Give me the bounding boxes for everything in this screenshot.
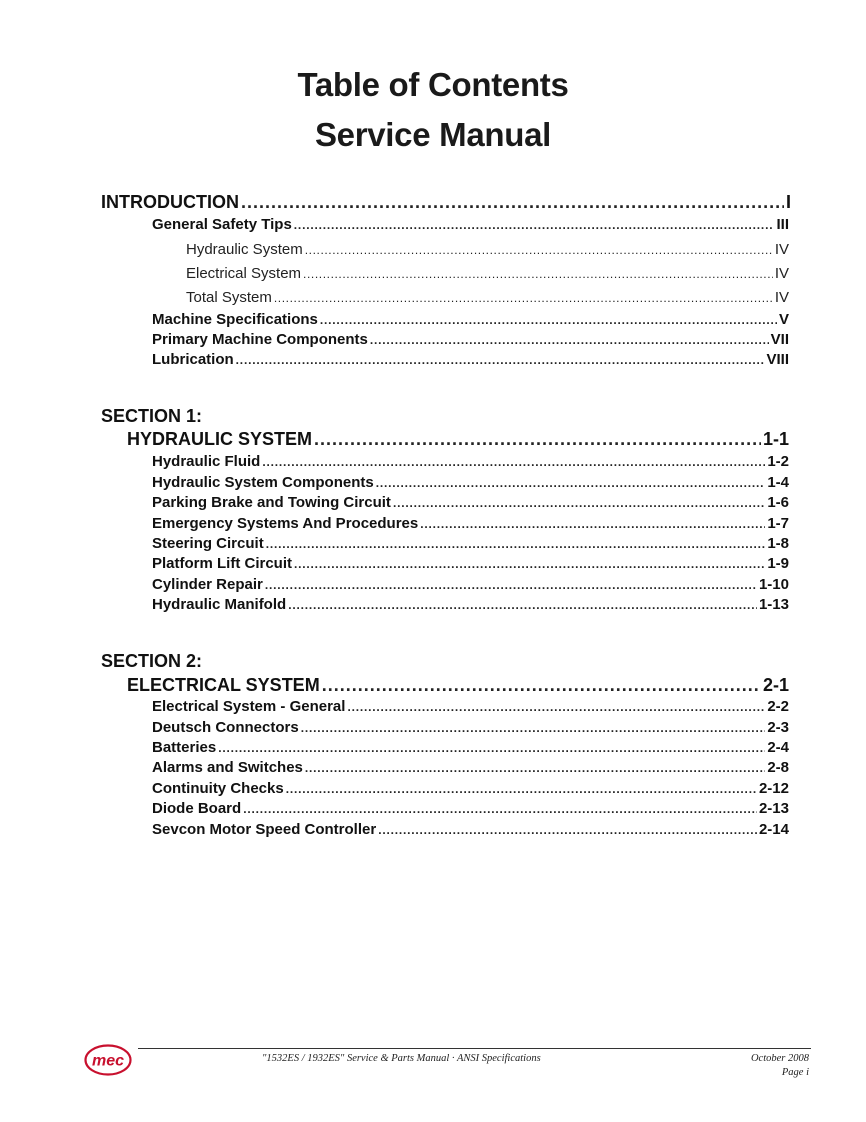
toc-entry[interactable] [152,739,789,756]
toc-entry[interactable] [152,515,789,532]
toc-label: Hydraulic System Components [152,474,374,491]
toc-entry[interactable] [152,216,789,233]
footer-page-number: Page i [781,1067,809,1078]
leader-dots [305,243,773,257]
leader-dots [370,333,769,347]
leader-dots [378,823,757,837]
section-1-heading: SECTION 1: [101,406,203,426]
toc-entry[interactable] [152,800,789,817]
leader-dots [286,782,757,796]
leader-dots [301,721,766,735]
toc-page: 1-4 [767,474,789,491]
toc-page: 2-3 [767,719,789,736]
toc-entry[interactable] [152,759,789,776]
leader-dots [274,291,773,305]
toc-label: HYDRAULIC SYSTEM [127,429,313,449]
toc-page: VIII [766,351,789,368]
toc-label: Hydraulic Manifold [152,596,287,613]
toc-page: 1-6 [767,494,789,511]
leader-dots [236,353,765,367]
toc-entry[interactable] [152,535,789,552]
toc-page: V [778,311,789,328]
toc-page: 1-13 [758,596,789,613]
toc-page: 2-1 [762,675,789,695]
toc-label: General Safety Tips [152,216,292,233]
toc-entry[interactable] [186,265,789,282]
toc-entry[interactable] [152,780,789,797]
toc-page: 2-13 [758,800,789,817]
toc-label: Electrical System [186,265,302,282]
leader-dots [420,517,765,531]
toc-label: INTRODUCTION [101,192,239,212]
footer-divider [138,1048,811,1049]
toc-entry[interactable] [152,311,789,328]
toc-label: Platform Lift Circuit [152,555,293,572]
toc-label: ELECTRICAL SYSTEM [127,675,320,695]
leader-dots [320,313,777,327]
toc-label: Total System [186,289,272,306]
toc-label: Batteries [152,739,217,756]
footer-date: October 2008 [750,1053,809,1064]
toc-label: Steering Circuit [152,535,264,552]
leader-dots [241,192,784,213]
leader-dots [303,267,773,281]
toc-page: 1-7 [767,515,789,532]
toc-entry[interactable] [152,821,789,838]
toc-label: Parking Brake and Towing Circuit [152,494,391,511]
toc-page: IV [774,289,789,306]
toc-entry-hydraulic-system[interactable] [127,429,789,450]
leader-dots [294,218,775,232]
leader-dots [266,537,766,551]
leader-dots [305,761,765,775]
leader-dots [218,741,765,755]
toc-page: 1-1 [762,429,789,449]
toc-label: Sevcon Motor Speed Controller [152,821,377,838]
mec-logo [84,1044,132,1076]
toc-label: Primary Machine Components [152,331,368,348]
leader-dots [322,675,761,696]
toc-label: Hydraulic System [186,241,303,258]
toc-label: Machine Specifications [152,311,318,328]
toc-page: 2-4 [767,739,789,756]
leader-dots [243,802,757,816]
toc-entry-introduction[interactable] [101,192,791,213]
leader-dots [314,429,761,450]
toc-entry[interactable] [152,494,789,511]
toc-page: IV [774,265,789,282]
toc-entry[interactable] [152,596,789,613]
toc-label: Deutsch Connectors [152,719,299,736]
toc-page: IV [774,241,789,258]
toc-entry[interactable] [186,289,789,306]
page-subtitle: Service Manual [314,116,552,153]
toc-entry[interactable] [152,576,789,593]
toc-label: Continuity Checks [152,780,284,797]
leader-dots [294,557,765,571]
leader-dots [265,578,757,592]
toc-label: Hydraulic Fluid [152,453,261,470]
toc-label: Cylinder Repair [152,576,263,593]
leader-dots [288,598,757,612]
toc-label: Electrical System - General [152,698,346,715]
toc-entry[interactable] [186,241,789,258]
toc-entry[interactable] [152,474,789,491]
leader-dots [347,700,765,714]
page-title: Table of Contents [297,66,569,103]
toc-page: 1-9 [767,555,789,572]
leader-dots [262,455,765,469]
toc-label: Diode Board [152,800,242,817]
toc-page: I [785,192,791,212]
toc-page: 1-10 [758,576,789,593]
toc-page: 2-14 [758,821,789,838]
toc-entry-electrical-system[interactable] [127,675,789,696]
toc-entry[interactable] [152,719,789,736]
toc-page: 2-8 [767,759,789,776]
toc-label: Emergency Systems And Procedures [152,515,419,532]
toc-page: III [776,216,789,233]
leader-dots [376,476,766,490]
toc-label: Alarms and Switches [152,759,303,776]
footer-manual-title: "1532ES / 1932ES" Service & Parts Manual · ANSI Specifications [262,1053,541,1064]
toc-entry[interactable] [152,698,789,715]
toc-entry[interactable] [152,331,789,348]
section-2-heading: SECTION 2: [101,651,203,671]
toc-label: Lubrication [152,351,234,368]
toc-page: 2-12 [758,780,789,797]
leader-dots [393,496,765,510]
toc-page: 1-2 [767,453,789,470]
toc-page: VII [770,331,789,348]
toc-entry[interactable] [152,351,789,368]
toc-page: 1-8 [767,535,789,552]
logo-text: mec [91,1052,125,1070]
toc-page: 2-2 [767,698,789,715]
toc-entry[interactable] [152,453,789,470]
toc-entry[interactable] [152,555,789,572]
